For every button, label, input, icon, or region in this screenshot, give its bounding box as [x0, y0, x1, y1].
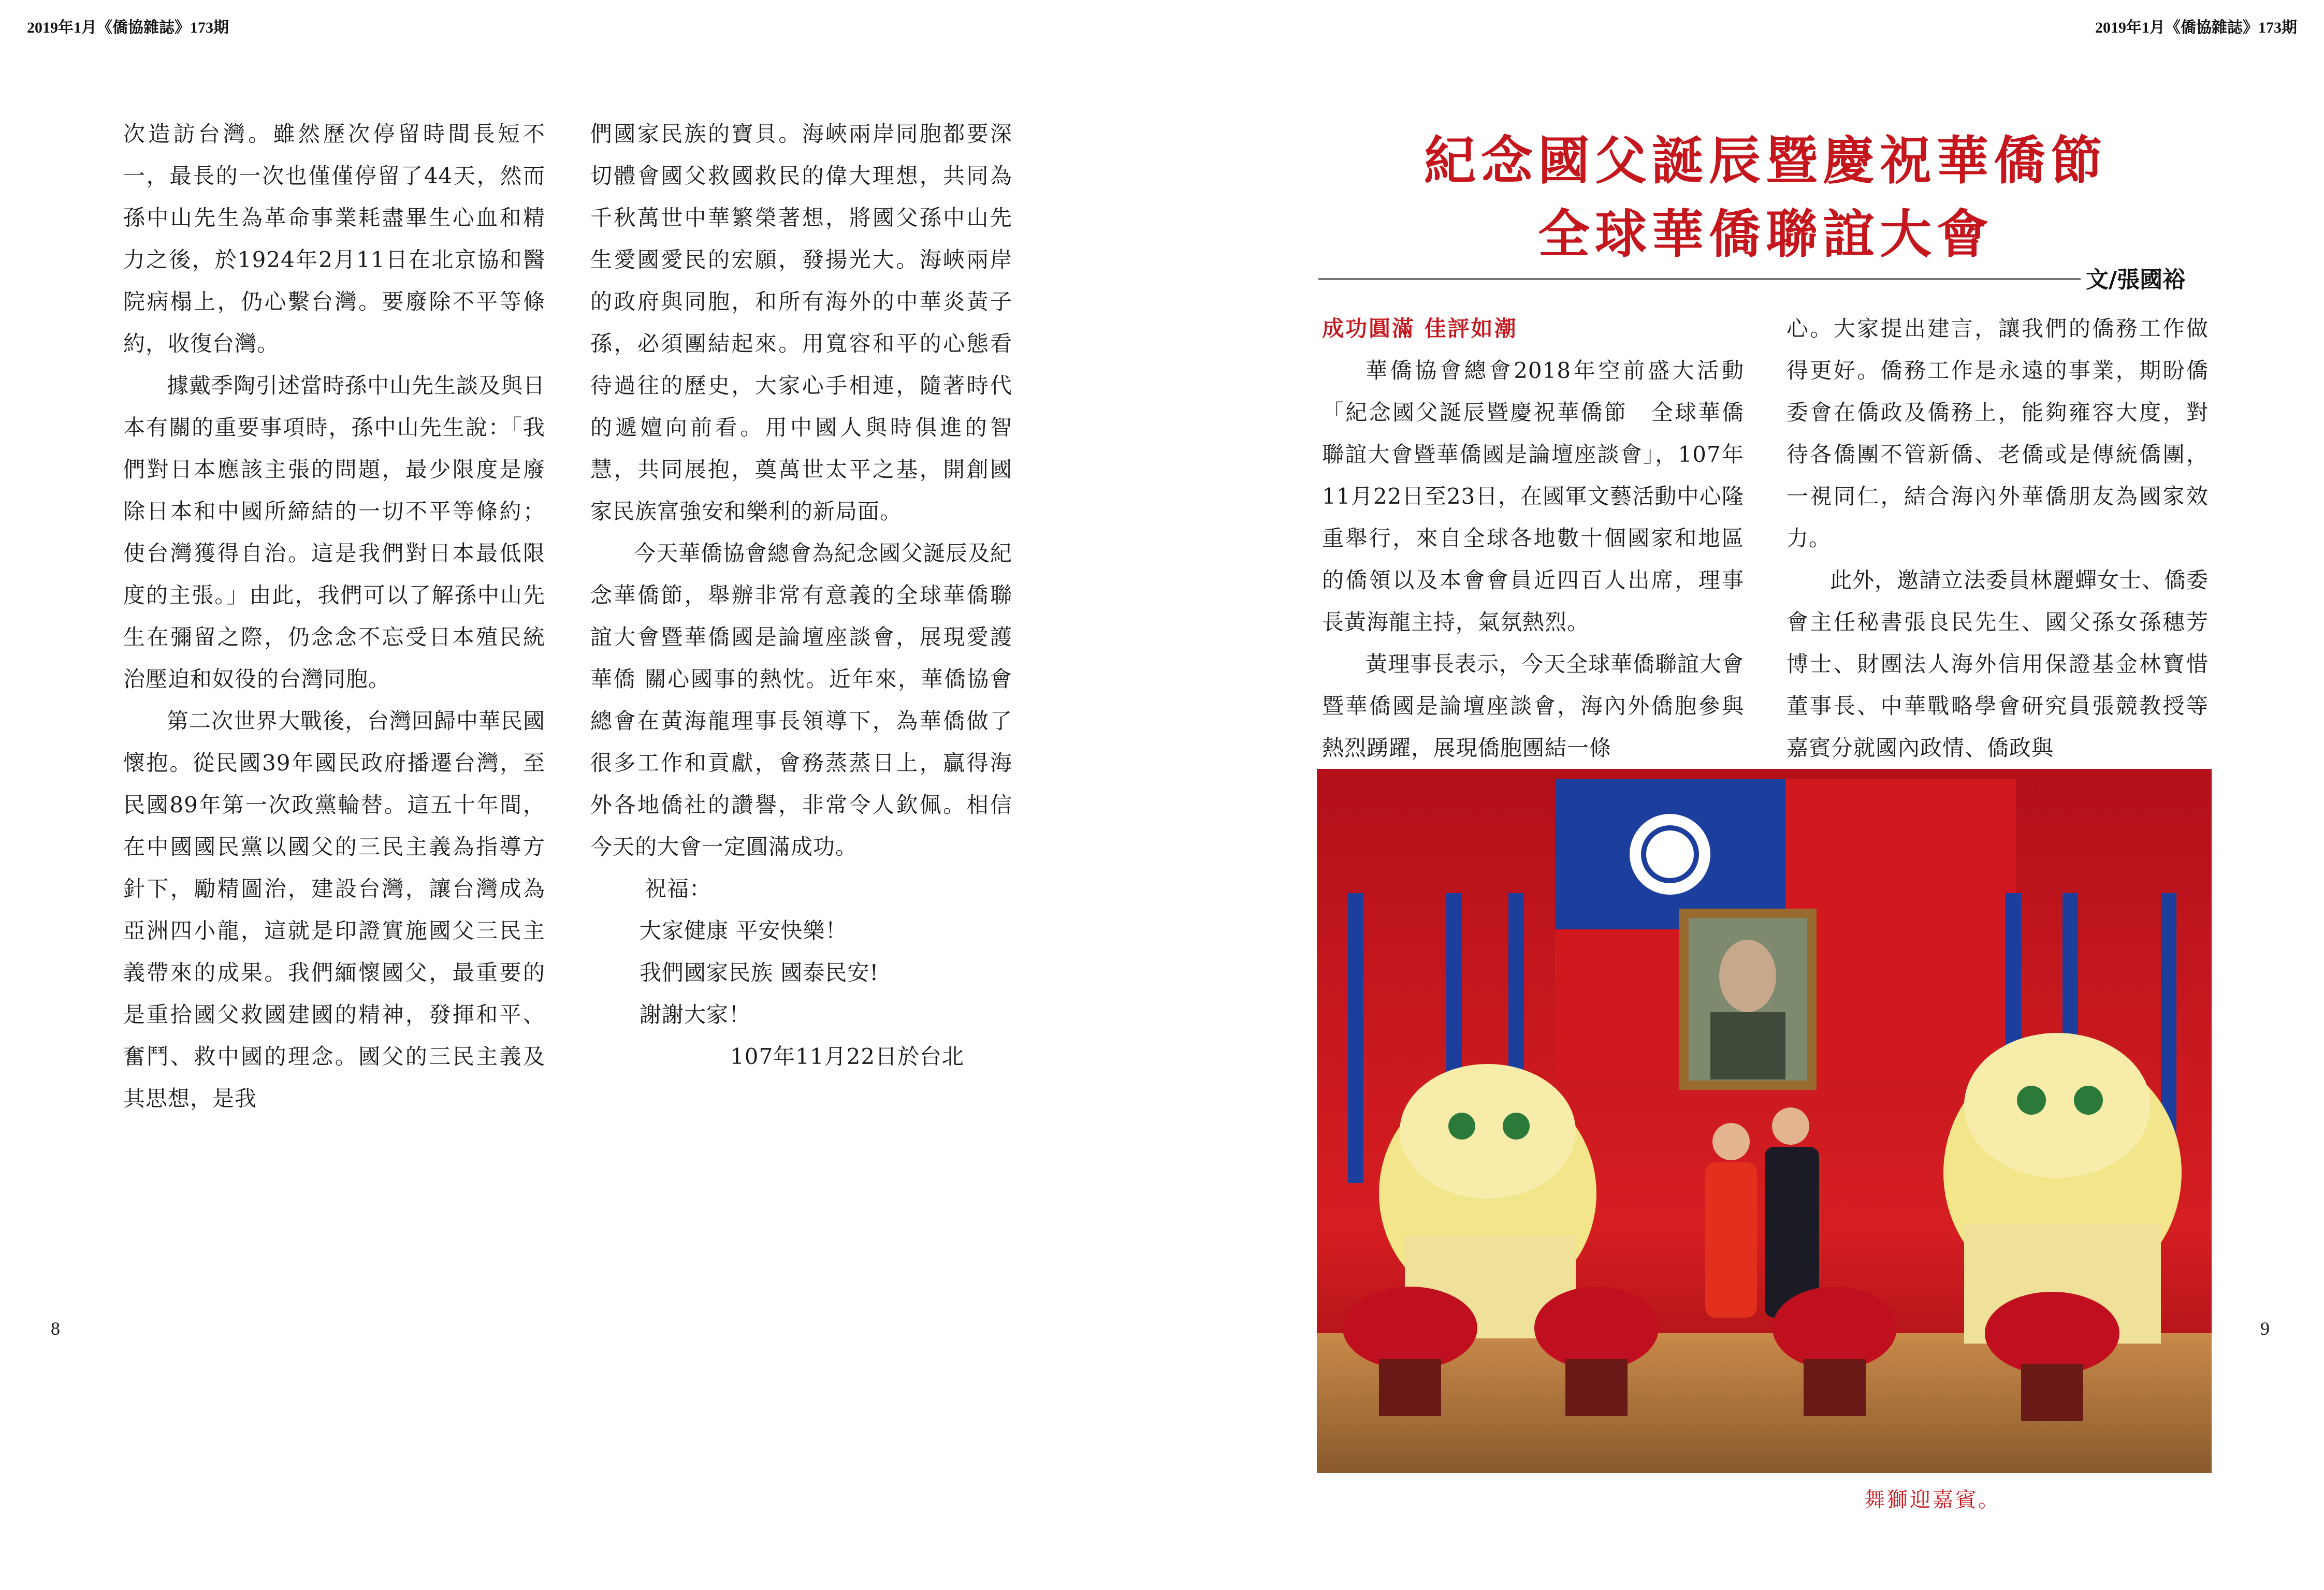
paragraph: 今天華僑協會總會為紀念國父誕辰及紀念華僑節，舉辦非常有意義的全球華僑聯誼大會暨華僑國是論壇座談會，展現愛護華僑 關心國事的熱忱。近年來，華僑協會總會在黃海龍理事長領導下，為華僑做了很多工作和貢獻，會務蒸蒸日上，贏得海外各地僑社的讚譽，非常令人欽佩。相信今天的大會一定圓滿成功。 — [590, 541, 1013, 859]
left-page-column-2 — [590, 113, 1012, 1077]
page-header-left: 2019年1月《僑協雜誌》173期 — [27, 19, 229, 36]
paragraph: 們國家民族的寶貝。海峽兩岸同胞都要深切體會國父救國救民的偉大理想，共同為千秋萬世中華繁榮著想，將國父孫中山先生愛國愛民的宏願，發揚光大。海峽兩岸的政府與同胞，和所有海外的中華炎黃子孫，必須團結起來。用寬容和平的心態看待過往的歷史，大家心手相連，隨著時代的遞嬗向前看。用中國人與時俱進的智慧，共同展抱，奠萬世太平之基，開創國家民族富強安和樂利的新局面。 — [590, 121, 1012, 524]
paragraph: 華僑協會總會2018年空前盛大活動「紀念國父誕辰暨慶祝華僑節 全球華僑聯誼大會暨華僑國是論壇座談會」，107年11月22日至23日，在國軍文藝活動中心隆重舉行，來自全球各地數十個國家和地區的僑領以及本會會員近四百人出席，理事長黃海龍主持，氣氛熱烈。 — [1322, 358, 1744, 635]
date-line: 107年11月22日於台北 — [730, 1044, 965, 1069]
portrait-frame — [1679, 909, 1817, 1090]
blessing-label: 祝福： — [645, 876, 712, 901]
closing-blessing — [590, 868, 1012, 1077]
byline-rule — [1318, 278, 2081, 280]
paragraph: 此外，邀請立法委員林麗蟬女士、僑委會主任秘書張良民先生、國父孫女孫穗芳博士、財團法人海外信用保證基金林寶惜董事長、中華戰略學會研究員張競教授等嘉賓分就國內政情、僑政與 — [1786, 567, 2209, 761]
byline: 文/張國裕 — [2086, 267, 2186, 293]
page-number-right: 9 — [2260, 1318, 2270, 1339]
photo-caption: 舞獅迎嘉賓。 — [1864, 1488, 2001, 1512]
blessing-line: 大家健康 平安快樂！ — [640, 918, 848, 943]
paragraph: 次造訪台灣。雖然歷次停留時間長短不一，最長的一次也僅僅停留了44天，然而孫中山先生為革命事業耗盡畢生心血和精力之後，於1924年2月11日在北京協和醫院病榻上，仍心繫台灣。要廢除不平等條約，收復台灣。 — [123, 121, 545, 356]
article-title-line-2: 全球華僑聯誼大會 — [1538, 203, 1994, 265]
left-page-column-1 — [123, 113, 545, 1119]
blessing-line: 謝謝大家！ — [640, 1002, 751, 1027]
right-page-column-1 — [1322, 308, 1744, 769]
paragraph: 據戴季陶引述當時孫中山先生談及與日本有關的重要事項時，孫中山先生說：「我們對日本應該主張的問題，最少限度是廢除日本和中國所締結的一切不平等條約；使台灣獲得自治。這是我們對日本最低限度的主張。」由此，我們可以了解孫中山先生在彌留之際，仍念念不忘受日本殖民統治壓迫和奴役的台灣同胞。 — [123, 373, 546, 692]
article-title-line-1: 紀念國父誕辰暨慶祝華僑節 — [1424, 130, 2108, 191]
paragraph: 心。大家提出建言，讓我們的僑務工作做得更好。僑務工作是永遠的事業，期盼僑委會在僑政及僑務上，能夠雍容大度，對待各僑團不管新僑、老僑或是傳統僑團，一視同仁，結合海內外華僑朋友為國家效力。 — [1786, 316, 2209, 551]
section-subhead: 成功圓滿 佳評如潮 — [1322, 316, 1518, 341]
blessing-line: 我們國家民族 國泰民安! — [640, 960, 879, 985]
right-page-column-2 — [1786, 308, 2209, 769]
page-number-left: 8 — [51, 1318, 60, 1339]
page-header-right: 2019年1月《僑協雜誌》173期 — [2095, 19, 2297, 36]
paragraph: 黃理事長表示，今天全球華僑聯誼大會暨華僑國是論壇座談會，海內外僑胞參與熱烈踴躍，展現僑胞團結一條 — [1322, 651, 1745, 761]
paragraph: 第二次世界大戰後，台灣回歸中華民國懷抱。從民國39年國民政府播遷台灣，至民國89年第一次政黨輪替。這五十年間，在中國國民黨以國父的三民主義為指導方針下，勵精圖治，建設台灣，讓台灣成為亞洲四小龍，這就是印證實施國父三民主義帶來的成果。我們緬懷國父，最重要的是重拾國父救國建國的精神，發揮和平、奮鬥、救中國的理念。國父的三民主義及其思想，是我 — [123, 708, 546, 1111]
event-photo — [1317, 769, 2212, 1473]
